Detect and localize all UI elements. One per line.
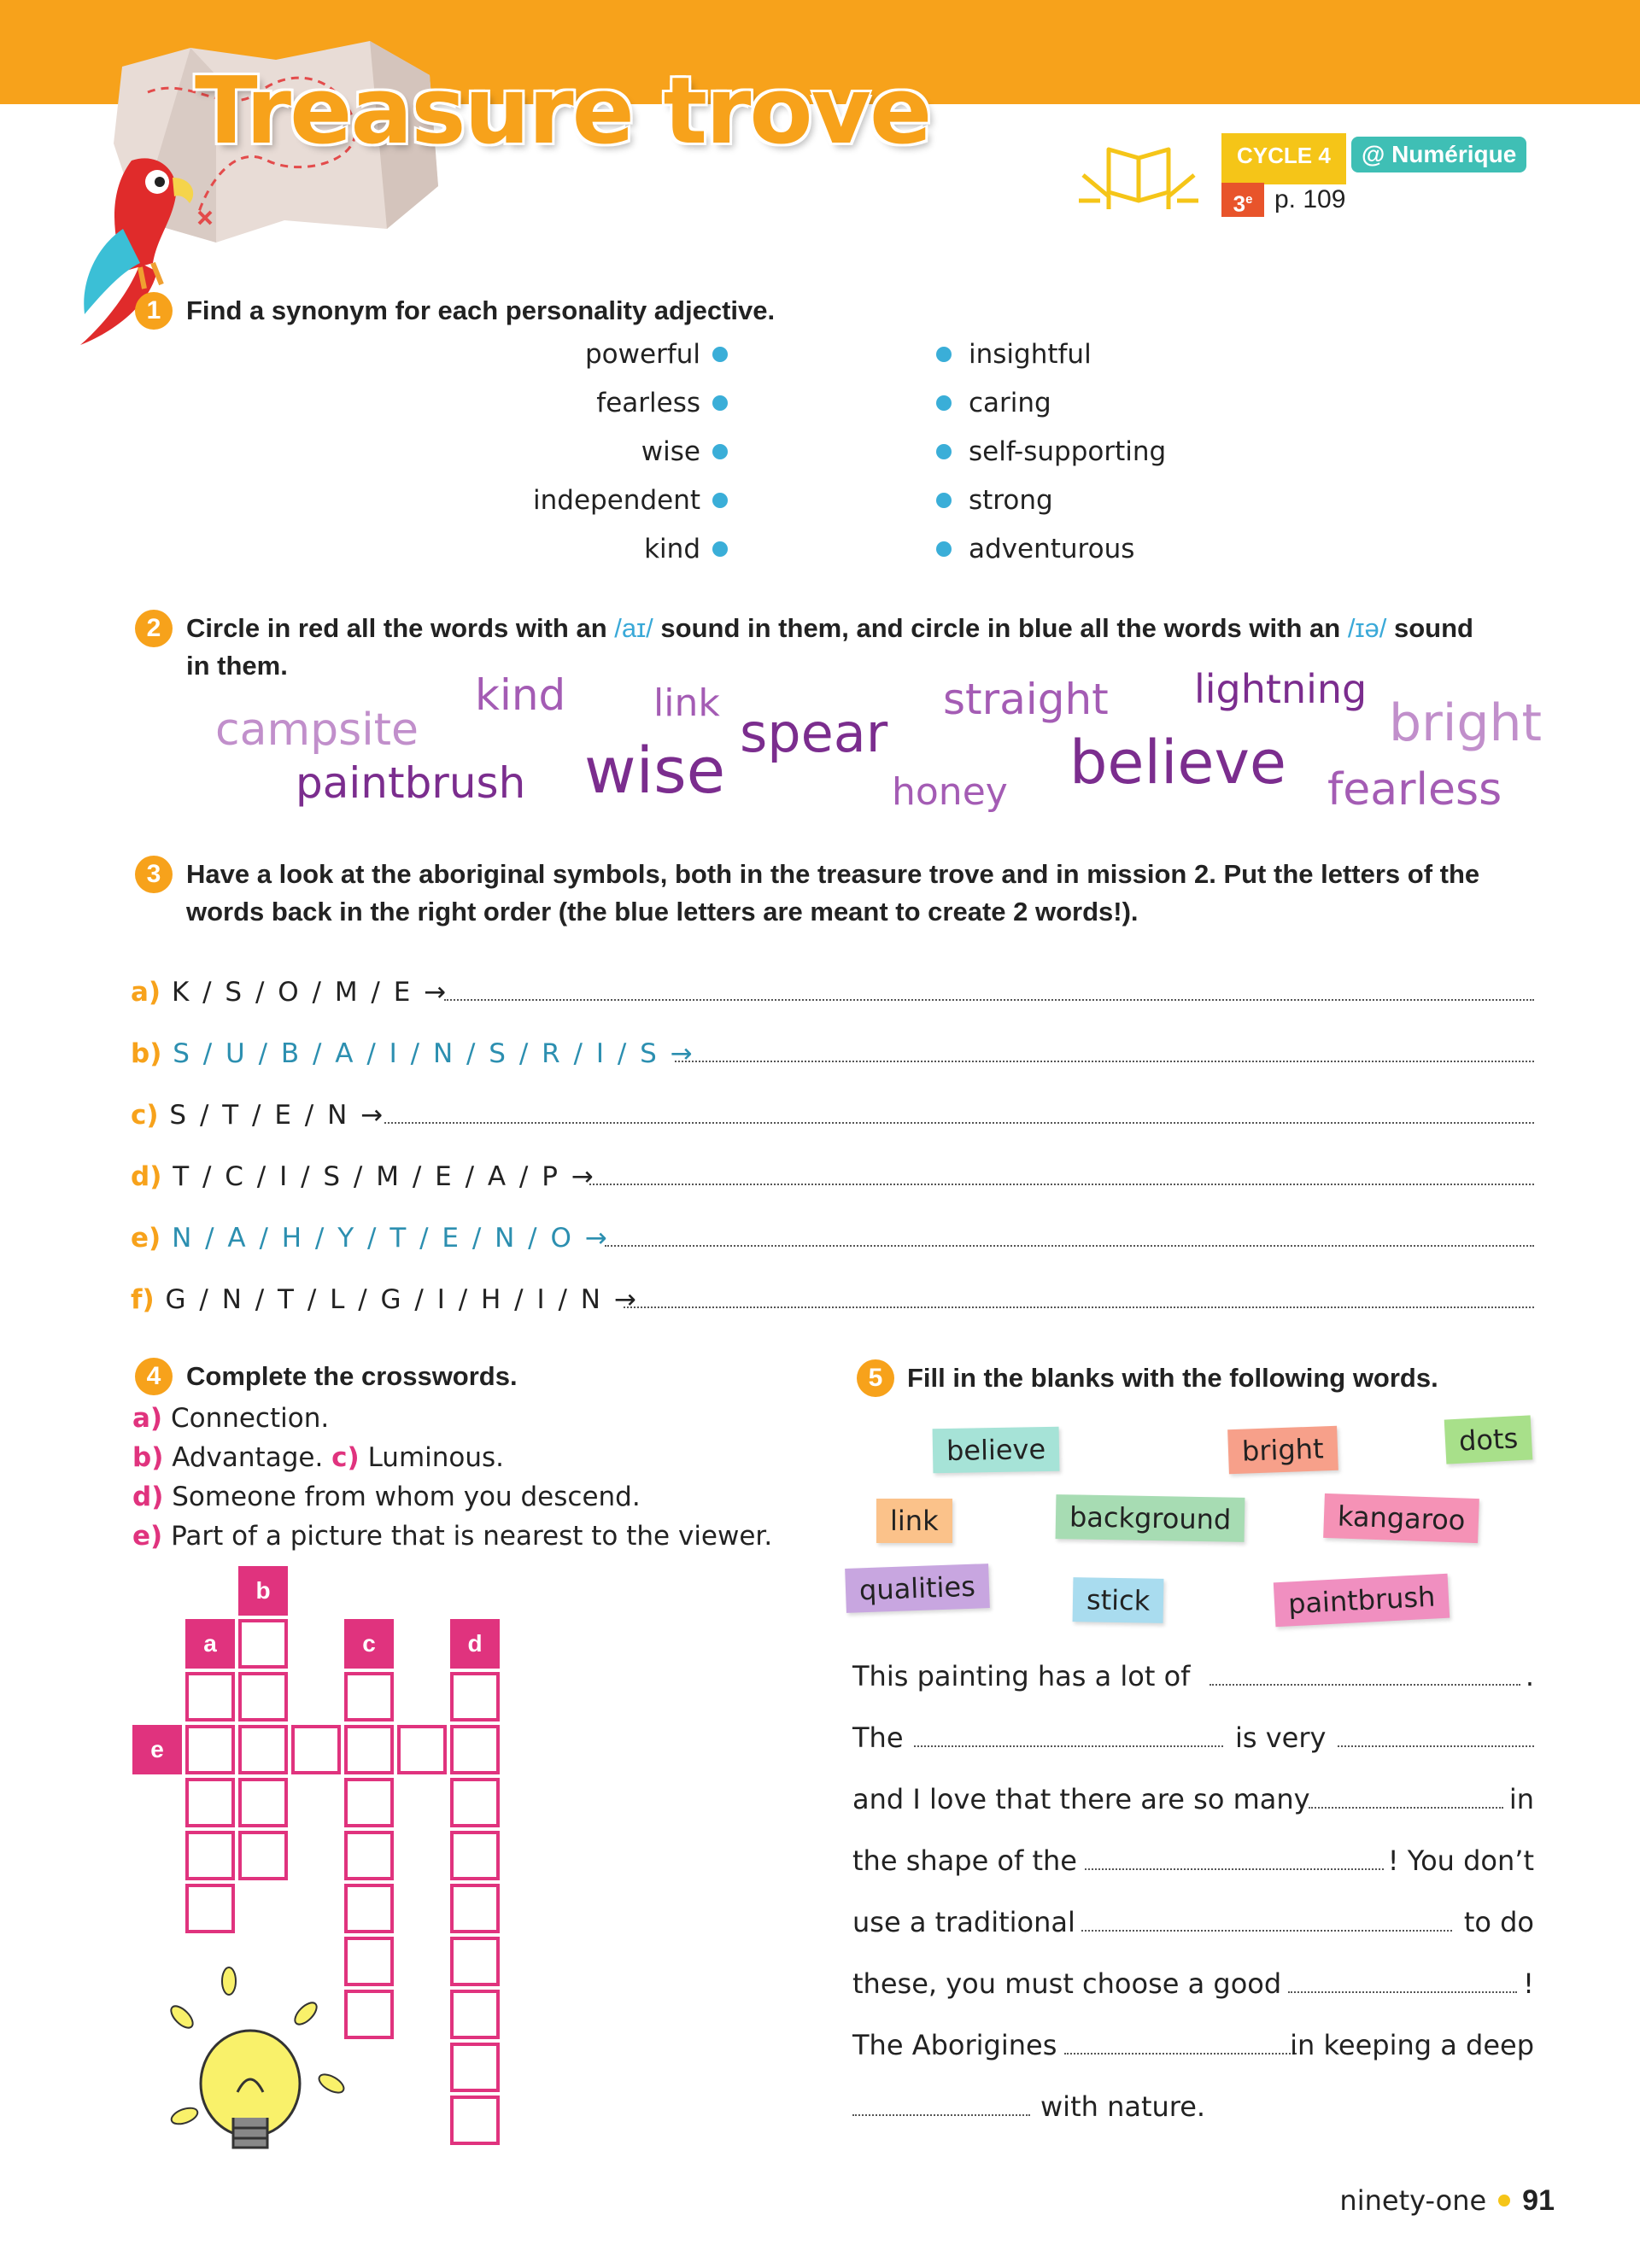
right-adjective: insightful — [969, 339, 1092, 370]
cloud-word[interactable]: bright — [1389, 693, 1543, 753]
footer-dot — [1498, 2195, 1510, 2207]
crossword-cell[interactable] — [450, 2043, 500, 2092]
word-tag[interactable]: link — [876, 1499, 952, 1543]
exercise-3-number: 3 — [135, 856, 173, 893]
right-adjective: caring — [969, 388, 1051, 418]
word-tag[interactable]: believe — [933, 1427, 1060, 1474]
fill-text-end: in — [1508, 1783, 1534, 1815]
clue-d: d) Someone from whom you descend. — [132, 1482, 641, 1512]
answer-line[interactable] — [589, 1184, 1534, 1185]
page-reference: p. 109 — [1274, 185, 1346, 213]
row-label: f) — [131, 1284, 155, 1315]
row-label: a) — [131, 977, 161, 1008]
crossword-cell[interactable] — [291, 1725, 341, 1774]
grade-badge: 3e — [1221, 183, 1264, 217]
reading-hands-icon — [1075, 132, 1203, 211]
fill-blank[interactable] — [1288, 1991, 1517, 1993]
crossword-clue-cell: c — [344, 1619, 394, 1669]
word-tag[interactable]: kangaroo — [1323, 1493, 1479, 1543]
exercise-2-instruction — [186, 610, 1473, 647]
match-dot[interactable] — [712, 541, 728, 557]
cloud-word[interactable]: straight — [943, 675, 1109, 724]
cloud-word[interactable]: fearless — [1327, 764, 1502, 815]
crossword-cell[interactable] — [344, 1725, 394, 1774]
page-footer — [1339, 2179, 1555, 2222]
crossword-cell[interactable] — [238, 1619, 288, 1669]
crossword-cell[interactable] — [185, 1884, 235, 1933]
crossword-clue-cell: a — [185, 1619, 235, 1669]
fill-blank[interactable] — [1210, 1684, 1520, 1686]
cloud-word[interactable]: spear — [740, 702, 888, 764]
crossword-cell[interactable] — [450, 1725, 500, 1774]
cloud-word[interactable]: believe — [1069, 728, 1286, 798]
word-tag[interactable]: stick — [1073, 1577, 1164, 1623]
scrambled-letters: S / T / E / N → — [169, 1100, 386, 1131]
row-label: e) — [131, 1223, 161, 1254]
left-adjective: kind — [644, 534, 700, 564]
cloud-word[interactable]: kind — [475, 670, 566, 720]
word-tag[interactable]: dots — [1444, 1415, 1533, 1464]
answer-line[interactable] — [624, 1306, 1534, 1308]
match-dot[interactable] — [936, 493, 952, 508]
fill-text-end: ! You don’t — [1387, 1844, 1534, 1877]
match-dot[interactable] — [712, 347, 728, 362]
match-dot[interactable] — [936, 541, 952, 557]
scrambled-word-row — [131, 1160, 596, 1194]
fill-text-end: ! — [1523, 1967, 1534, 2000]
exercise-3-instruction-line2: words back in the right order (the blue letters are meant to create 2 words!). — [186, 897, 1139, 926]
match-dot[interactable] — [712, 395, 728, 411]
crossword-cell[interactable] — [344, 1831, 394, 1880]
exercise-2-number: 2 — [135, 610, 173, 647]
cycle-badge: CYCLE 4 — [1221, 133, 1346, 184]
crossword-cell[interactable] — [238, 1778, 288, 1827]
crossword-cell[interactable] — [450, 2096, 500, 2145]
row-label: d) — [131, 1161, 162, 1192]
fill-text-end: with nature. — [1040, 2090, 1206, 2123]
crossword-cell[interactable] — [238, 1672, 288, 1721]
cloud-word[interactable]: paintbrush — [296, 758, 526, 808]
crossword-clue-cell: e — [132, 1725, 182, 1774]
crossword-cell[interactable] — [185, 1831, 235, 1880]
ipa-symbol: /aɪ/ — [614, 613, 653, 643]
clue-e: e) Part of a picture that is nearest to the viewer. — [132, 1521, 773, 1552]
crossword-cell[interactable] — [450, 1937, 500, 1986]
ipa-symbol: /ɪə/ — [1347, 613, 1387, 643]
crossword-cell[interactable] — [344, 1778, 394, 1827]
match-dot[interactable] — [712, 444, 728, 459]
fill-text-start: these, you must choose a good — [852, 1967, 1282, 2000]
crossword-cell[interactable] — [450, 1831, 500, 1880]
left-adjective: powerful — [585, 339, 700, 370]
left-adjective: fearless — [596, 388, 700, 418]
fill-blank[interactable] — [914, 1745, 1223, 1747]
crossword-cell[interactable] — [185, 1725, 235, 1774]
fill-text-end: . — [1525, 1660, 1534, 1692]
exercise-5-instruction: Fill in the blanks with the following words. — [907, 1363, 1438, 1393]
scrambled-word-row — [131, 1283, 639, 1317]
fill-text-start: the shape of the — [852, 1844, 1077, 1877]
word-tag[interactable]: background — [1056, 1494, 1245, 1542]
crossword-cell[interactable] — [344, 1672, 394, 1721]
exercise-2-instruction-line2: in them. — [186, 651, 288, 681]
exercise-4-instruction: Complete the crosswords. — [186, 1361, 518, 1391]
fill-blank[interactable] — [1309, 1807, 1503, 1809]
answer-line[interactable] — [675, 1061, 1534, 1062]
crossword-cell[interactable] — [238, 1725, 288, 1774]
cloud-word[interactable]: wise — [584, 734, 726, 808]
exercise-3-instruction-line1: Have a look at the aboriginal symbols, both in the treasure trove and in mission 2. Put the letters of the — [186, 859, 1480, 889]
numerique-badge[interactable]: @ Numérique — [1351, 137, 1526, 172]
left-adjective: independent — [533, 485, 700, 516]
cloud-word[interactable]: honey — [892, 770, 1008, 814]
crossword-cell[interactable] — [450, 1672, 500, 1721]
answer-line[interactable] — [384, 1122, 1534, 1124]
cloud-word[interactable]: campsite — [215, 704, 419, 756]
fill-text-start: The Aborigines — [852, 2029, 1057, 2061]
scrambled-word-row — [131, 975, 448, 1009]
crossword-cell[interactable] — [450, 1884, 500, 1933]
fill-blank[interactable] — [852, 2114, 1030, 2116]
instruction-text: Circle in red all the words with an — [186, 613, 607, 643]
fill-text-start: use a traditional — [852, 1906, 1075, 1938]
fill-text-start: This painting has a lot of — [852, 1660, 1191, 1692]
match-dot[interactable] — [936, 444, 952, 459]
right-adjective: self-supporting — [969, 436, 1167, 467]
word-tag[interactable]: bright — [1227, 1426, 1338, 1474]
scrambled-letters: K / S / O / M / E → — [171, 977, 449, 1008]
crossword-cell[interactable] — [397, 1725, 447, 1774]
exercise-5-number: 5 — [857, 1359, 894, 1397]
left-adjective: wise — [641, 436, 700, 467]
scrambled-word-row — [131, 1221, 610, 1255]
scrambled-word-row — [131, 1098, 385, 1132]
exercise-1-instruction: Find a synonym for each personality adjective. — [186, 295, 776, 325]
crossword-cell[interactable] — [450, 1990, 500, 2039]
exercise-1-number: 1 — [135, 292, 173, 330]
page-number-words: ninety-one — [1339, 2184, 1487, 2217]
crossword-cell[interactable] — [185, 1672, 235, 1721]
answer-line[interactable] — [444, 999, 1534, 1001]
fill-text-end: in keeping a deep — [1290, 2029, 1534, 2061]
fill-blank[interactable] — [1085, 1868, 1384, 1870]
crossword-cell[interactable] — [450, 1778, 500, 1827]
scrambled-letters: G / N / T / L / G / I / H / I / N → — [165, 1284, 639, 1315]
right-adjective: strong — [969, 485, 1053, 516]
scrambled-letters: N / A / H / Y / T / E / N / O → — [172, 1223, 610, 1254]
word-tag[interactable]: paintbrush — [1274, 1574, 1450, 1628]
right-adjective: adventurous — [969, 534, 1135, 564]
scrambled-word-row — [131, 1037, 695, 1071]
exercise-4-number: 4 — [135, 1358, 173, 1395]
crossword-cell[interactable] — [185, 1778, 235, 1827]
instruction-text: sound in them, and circle in blue all the words with an — [660, 613, 1341, 643]
crossword-clue-cell: d — [450, 1619, 500, 1669]
cloud-word[interactable]: link — [653, 681, 720, 725]
row-label: c) — [131, 1100, 159, 1131]
fill-blank[interactable] — [1338, 1745, 1534, 1747]
scrambled-letters: T / C / I / S / M / E / A / P → — [173, 1161, 596, 1192]
crossword-clue-cell: b — [238, 1566, 288, 1616]
page-number: 91 — [1522, 2184, 1555, 2217]
word-tag[interactable]: qualities — [845, 1564, 989, 1613]
fill-blank[interactable] — [1081, 1930, 1452, 1932]
cloud-word[interactable]: lightning — [1194, 666, 1368, 712]
fill-text-start: and I love that there are so many — [852, 1783, 1310, 1815]
fill-blank[interactable] — [1064, 2053, 1297, 2055]
match-dot[interactable] — [936, 347, 952, 362]
clue-b-c: b) Advantage. c) Luminous. — [132, 1442, 505, 1473]
crossword-cell[interactable] — [344, 1884, 394, 1933]
scrambled-letters: S / U / B / A / I / N / S / R / I / S → — [173, 1038, 695, 1069]
crossword-cell[interactable] — [238, 1831, 288, 1880]
match-dot[interactable] — [936, 395, 952, 411]
fill-text-end: is very — [1235, 1721, 1327, 1754]
fill-text-start: The — [852, 1721, 904, 1754]
row-label: b) — [131, 1038, 162, 1069]
instruction-text: sound — [1393, 613, 1473, 643]
lightbulb-icon — [161, 1964, 357, 2160]
match-dot[interactable] — [712, 493, 728, 508]
page-title: Treasure trove — [195, 58, 931, 165]
answer-line[interactable] — [605, 1245, 1534, 1247]
fill-text-end: to do — [1463, 1906, 1534, 1938]
clue-a: a) Connection. — [132, 1403, 330, 1434]
